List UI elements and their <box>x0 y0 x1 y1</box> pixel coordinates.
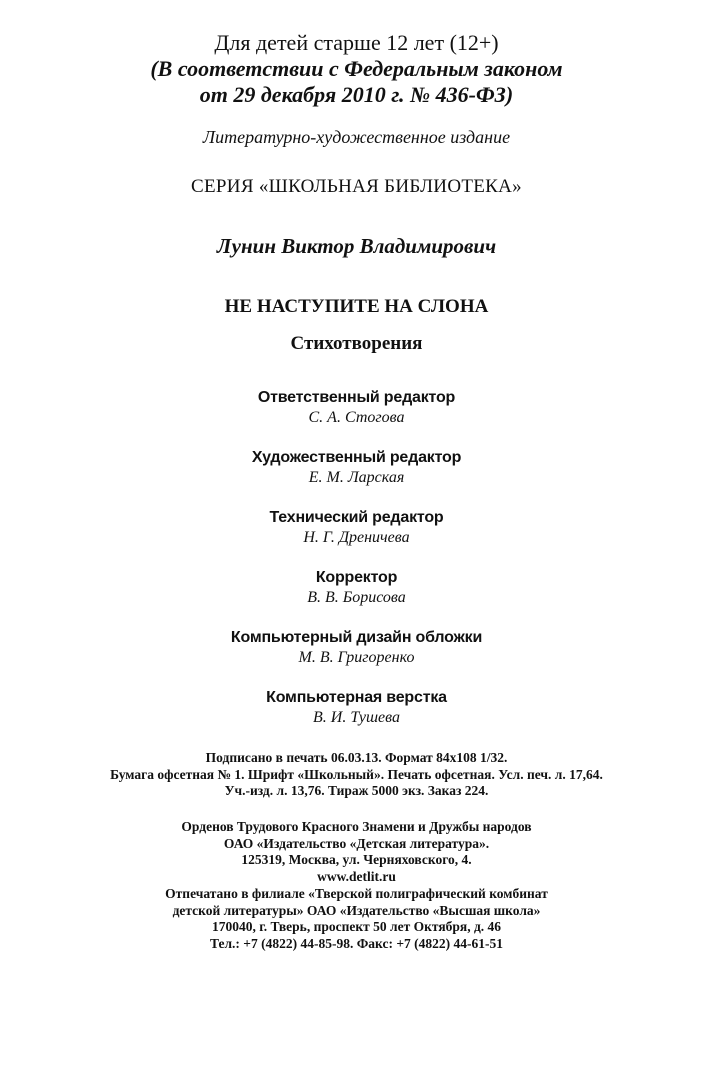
publisher-line: Орденов Трудового Красного Знамени и Дружбы народов <box>181 819 532 834</box>
printer-line: Отпечатано в филиале «Тверской полиграфический комбинат <box>165 886 548 901</box>
age-rating-line: Для детей старше 12 лет (12+) <box>214 30 499 55</box>
credit-name: В. И. Тушева <box>313 709 400 726</box>
age-rating <box>0 30 713 108</box>
series-title: СЕРИЯ «ШКОЛЬНАЯ БИБЛИОТЕКА» <box>191 176 522 197</box>
publisher-line: ОАО «Издательство «Детская литература». <box>223 835 490 851</box>
credit-name: М. В. Григоренко <box>298 649 415 666</box>
print-info-line: Подписано в печать 06.03.13. Формат 84x108 1/32. <box>205 750 508 765</box>
credit-name: В. В. Борисова <box>307 589 406 606</box>
credit-name: Н. Г. Дреничева <box>303 529 410 546</box>
publisher-website: www.detlit.ru <box>317 868 396 884</box>
age-rating-law-line: (В соответствии с Федеральным законом <box>150 56 563 81</box>
age-rating-law-date: от 29 декабря 2010 г. № 436-ФЗ) <box>199 82 514 107</box>
edition-type: Литературно-художественное издание <box>202 127 511 147</box>
book-subtitle: Стихотворения <box>290 333 423 354</box>
credit-item <box>0 508 713 568</box>
printer-line: Тел.: +7 (4822) 44-85-98. Факс: +7 (4822) 44-61-51 <box>209 935 504 951</box>
credit-item <box>0 448 713 508</box>
printer-line: детской литературы» ОАО «Издательство «Высшая школа» <box>172 902 541 918</box>
credit-item <box>0 388 713 448</box>
printer-info <box>0 886 713 952</box>
author-name: Лунин Виктор Владимирович <box>216 234 497 258</box>
credit-role: Компьютерная верстка <box>266 689 447 706</box>
credit-name: Е. М. Ларская <box>308 469 405 486</box>
print-info <box>0 750 713 800</box>
print-info-line: Бумага офсетная № 1. Шрифт «Школьный». Печать офсетная. Усл. печ. л. 17,64. <box>110 766 603 782</box>
credit-role: Корректор <box>315 569 398 586</box>
credit-role: Художественный редактор <box>251 449 462 466</box>
credit-item <box>0 568 713 628</box>
credits-list <box>0 388 713 748</box>
publisher-info <box>0 819 713 885</box>
credit-role: Ответственный редактор <box>257 389 456 406</box>
publisher-line: 125319, Москва, ул. Черняховского, 4. <box>241 852 472 867</box>
printer-line: 170040, г. Тверь, проспект 50 лет Октября, д. 46 <box>211 919 502 934</box>
credit-item <box>0 688 713 748</box>
credit-role: Технический редактор <box>269 509 444 526</box>
credit-item <box>0 628 713 688</box>
credit-name: С. А. Стогова <box>308 409 405 426</box>
credit-role: Компьютерный дизайн обложки <box>230 629 483 646</box>
print-info-line: Уч.-изд. л. 13,76. Тираж 5000 экз. Заказ 224. <box>224 783 489 798</box>
book-title: НЕ НАСТУПИТЕ НА СЛОНА <box>224 296 489 317</box>
